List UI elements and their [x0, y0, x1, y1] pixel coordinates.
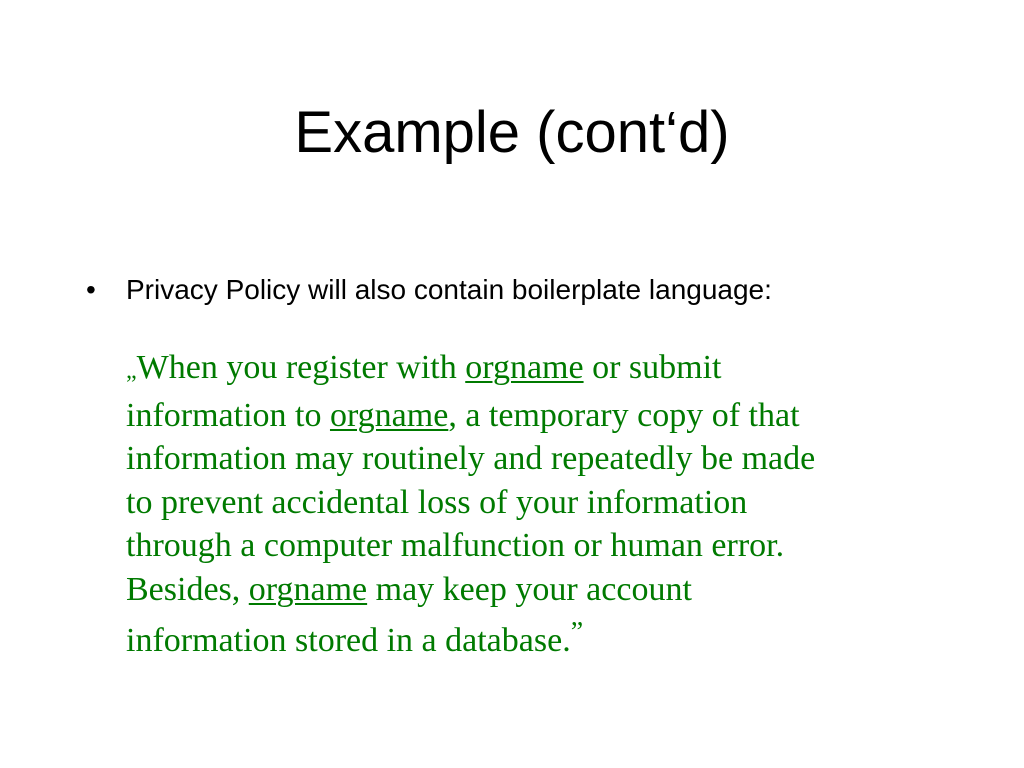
quote-line-2 [126, 394, 946, 438]
bullet-text: Privacy Policy will also contain boilerplate language: [126, 274, 772, 305]
orgname-placeholder: orgname [248, 570, 368, 608]
quote-line-3: information may routinely and repeatedly be made [126, 440, 816, 477]
quote-line-1 [126, 346, 946, 394]
quote-text: or submit [583, 349, 722, 386]
quote-text: Besides, [126, 570, 249, 608]
quote-text: information to [126, 396, 330, 434]
quote-text: , a temporary copy of that [448, 396, 800, 434]
closing-quote-mark: ” [570, 617, 584, 648]
bullet-mark: • [86, 274, 96, 305]
quote-line-7 [126, 611, 946, 663]
orgname-placeholder: orgname [465, 349, 584, 386]
orgname-placeholder: orgname [329, 396, 449, 434]
quote-line-6 [126, 568, 946, 612]
opening-quote-mark: „ [126, 358, 137, 384]
slide-title: Example (cont‘d) [294, 100, 730, 165]
quote-text: When you register with [136, 349, 466, 386]
quote-line-4: to prevent accidental loss of your information [126, 483, 748, 521]
quote-text: may keep your account [367, 570, 692, 608]
quote-line-5: through a computer malfunction or human error. [126, 527, 785, 564]
quote-text: information stored in a database. [126, 622, 571, 659]
quote-block [126, 346, 946, 663]
